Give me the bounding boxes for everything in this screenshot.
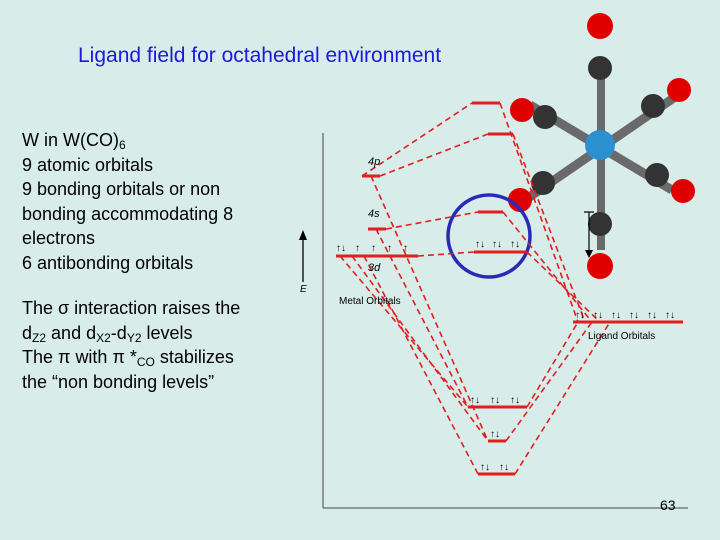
electrons-ligand-1: ↑↓	[575, 310, 585, 321]
desc-line-6: 6 antibonding orbitals	[22, 252, 194, 273]
corr-3d-t2g	[418, 252, 474, 256]
electrons-3d-1: ↑↓	[336, 243, 346, 254]
slide-title: Ligand field for octahedral environment	[78, 44, 442, 67]
electrons-ligand-5: ↑↓	[647, 310, 657, 321]
oxygen-atom-lower-right	[671, 179, 695, 203]
electrons-ligand-2: ↑↓	[593, 310, 603, 321]
w-co6-molecule	[508, 13, 695, 279]
corr-bt1u-ligand	[527, 322, 578, 407]
electrons-3d-5: ↑	[403, 243, 408, 254]
electrons-3d-3: ↑	[371, 243, 376, 254]
page-number: 63	[660, 497, 676, 513]
desc-line-2: 9 atomic orbitals	[22, 154, 154, 175]
carbon-atom-upper-left	[533, 105, 557, 129]
electrons-beg-1: ↑↓	[480, 462, 490, 473]
desc-line-1: W in $W(CO)_6$	[22, 130, 126, 152]
sigma-line-2: $d_{Z2}$ and $d_{X2}-d_{Y2}$ levels	[22, 322, 193, 345]
correlation-lines	[340, 103, 610, 474]
sigma-line-3: The π with π $*_{CO}$ stabilizes	[22, 347, 234, 369]
electrons-t2g-1: ↑↓	[475, 239, 485, 250]
label-4p: 4p	[368, 156, 381, 168]
corr-beg-ligand	[515, 322, 610, 474]
electrons-a1g: ↑↓	[490, 429, 500, 440]
oxygen-atom-bottom	[587, 253, 613, 279]
corr-3d-a1g	[352, 256, 488, 441]
corr-a1g-ligand	[506, 322, 592, 441]
oxygen-atom-top	[587, 13, 613, 39]
electrons-ligand-4: ↑↓	[629, 310, 639, 321]
metal-orbitals-label: Metal Orbitals	[339, 296, 401, 307]
carbon-atom-top	[588, 56, 612, 80]
electrons-ligand-3: ↑↓	[611, 310, 621, 321]
corr-4p-t1u	[380, 134, 488, 176]
desc-line-5: electrons	[22, 228, 96, 248]
electrons-t2g-2: ↑↓	[492, 239, 502, 250]
electrons-ligand-6: ↑↓	[665, 310, 675, 321]
tungsten-atom	[585, 130, 615, 160]
ligand-orbitals-label: Ligand Orbitals	[588, 331, 656, 342]
label-4s: 4s	[368, 208, 380, 220]
carbon-atom-lower-right	[645, 163, 669, 187]
label-3d: 3d	[368, 262, 381, 274]
oxygen-atom-upper-right	[667, 78, 691, 102]
carbon-atom-upper-right	[641, 94, 665, 118]
electrons-bt1u-3: ↑↓	[510, 395, 520, 406]
sigma-line-4: the “non bonding levels”	[22, 371, 215, 392]
desc-line-4: bonding accommodating 8	[22, 203, 234, 224]
eg-highlight-circle	[448, 195, 530, 277]
electrons-bt1u-1: ↑↓	[470, 395, 480, 406]
electrons-t2g-3: ↑↓	[510, 239, 520, 250]
sigma-line-1: The σ interaction raises the	[22, 298, 241, 318]
electrons-bt1u-2: ↑↓	[490, 395, 500, 406]
electrons-3d-4: ↑	[387, 243, 392, 254]
energy-axis-arrowhead	[299, 230, 307, 240]
electrons-3d-2: ↑	[355, 243, 360, 254]
corr-4s-eg	[386, 212, 478, 229]
energy-axis-label: E	[300, 284, 307, 295]
oxygen-atom-upper-left	[510, 98, 534, 122]
electrons-beg-2: ↑↓	[499, 462, 509, 473]
desc-line-3: 9 bonding orbitals or non	[22, 179, 221, 199]
carbon-atom-bottom	[588, 212, 612, 236]
